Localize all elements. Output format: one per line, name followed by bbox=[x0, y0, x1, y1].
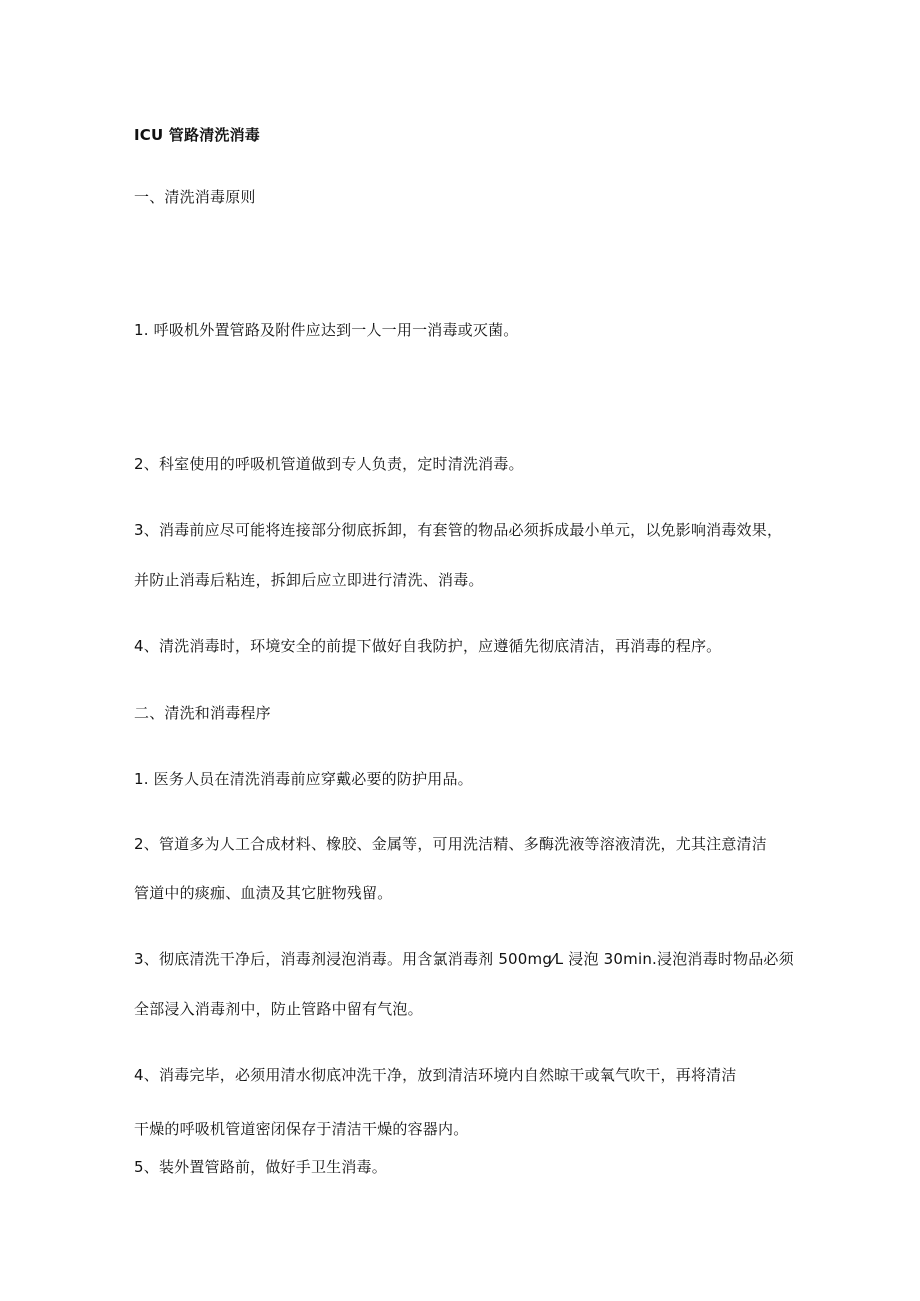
section1-item-2: 2、科室使用的呼吸机管道做到专人负责，定时清洗消毒。 bbox=[134, 455, 524, 473]
section2-item-5: 5、装外置管路前，做好手卫生消毒。 bbox=[134, 1158, 387, 1176]
section2-item-2-continuation: 管道中的痰痂、血渍及其它脏物残留。 bbox=[134, 884, 393, 902]
section1-item-1: 1. 呼吸机外置管路及附件应达到一人一用一消毒或灭菌。 bbox=[134, 321, 519, 339]
section2-item-4: 4、消毒完毕，必须用清水彻底冲洗干净，放到清洁环境内自然晾干或氧气吹干，再将清洁 bbox=[134, 1066, 737, 1084]
section2-heading: 二、清洗和消毒程序 bbox=[134, 704, 271, 722]
section2-item-1: 1. 医务人员在清洗消毒前应穿戴必要的防护用品。 bbox=[134, 770, 473, 788]
section1-item-3-continuation: 并防止消毒后粘连，拆卸后应立即进行清洗、消毒。 bbox=[134, 571, 484, 589]
section2-item-4-continuation: 干燥的呼吸机管道密闭保存于清洁干燥的容器内。 bbox=[134, 1120, 469, 1138]
section2-item-3-continuation: 全部浸入消毒剂中，防止管路中留有气泡。 bbox=[134, 1000, 423, 1018]
section2-item-2: 2、管道多为人工合成材料、橡胶、金属等，可用洗洁精、多酶洗液等溶液清洗，尤其注意清洁 bbox=[134, 835, 767, 853]
section1-item-3: 3、消毒前应尽可能将连接部分彻底拆卸，有套管的物品必须拆成最小单元，以免影响消毒效果， bbox=[134, 521, 783, 539]
section1-item-4: 4、清洗消毒时，环境安全的前提下做好自我防护，应遵循先彻底清洁，再消毒的程序。 bbox=[134, 637, 722, 655]
section1-heading: 一、清洗消毒原则 bbox=[134, 188, 256, 206]
document-title: ICU 管路清洗消毒 bbox=[134, 126, 260, 144]
section2-item-3: 3、彻底清洗干净后，消毒剂浸泡消毒。用含氯消毒剂 500mg⁄L 浸泡 30min.浸泡消毒时物品必须 bbox=[134, 950, 794, 968]
